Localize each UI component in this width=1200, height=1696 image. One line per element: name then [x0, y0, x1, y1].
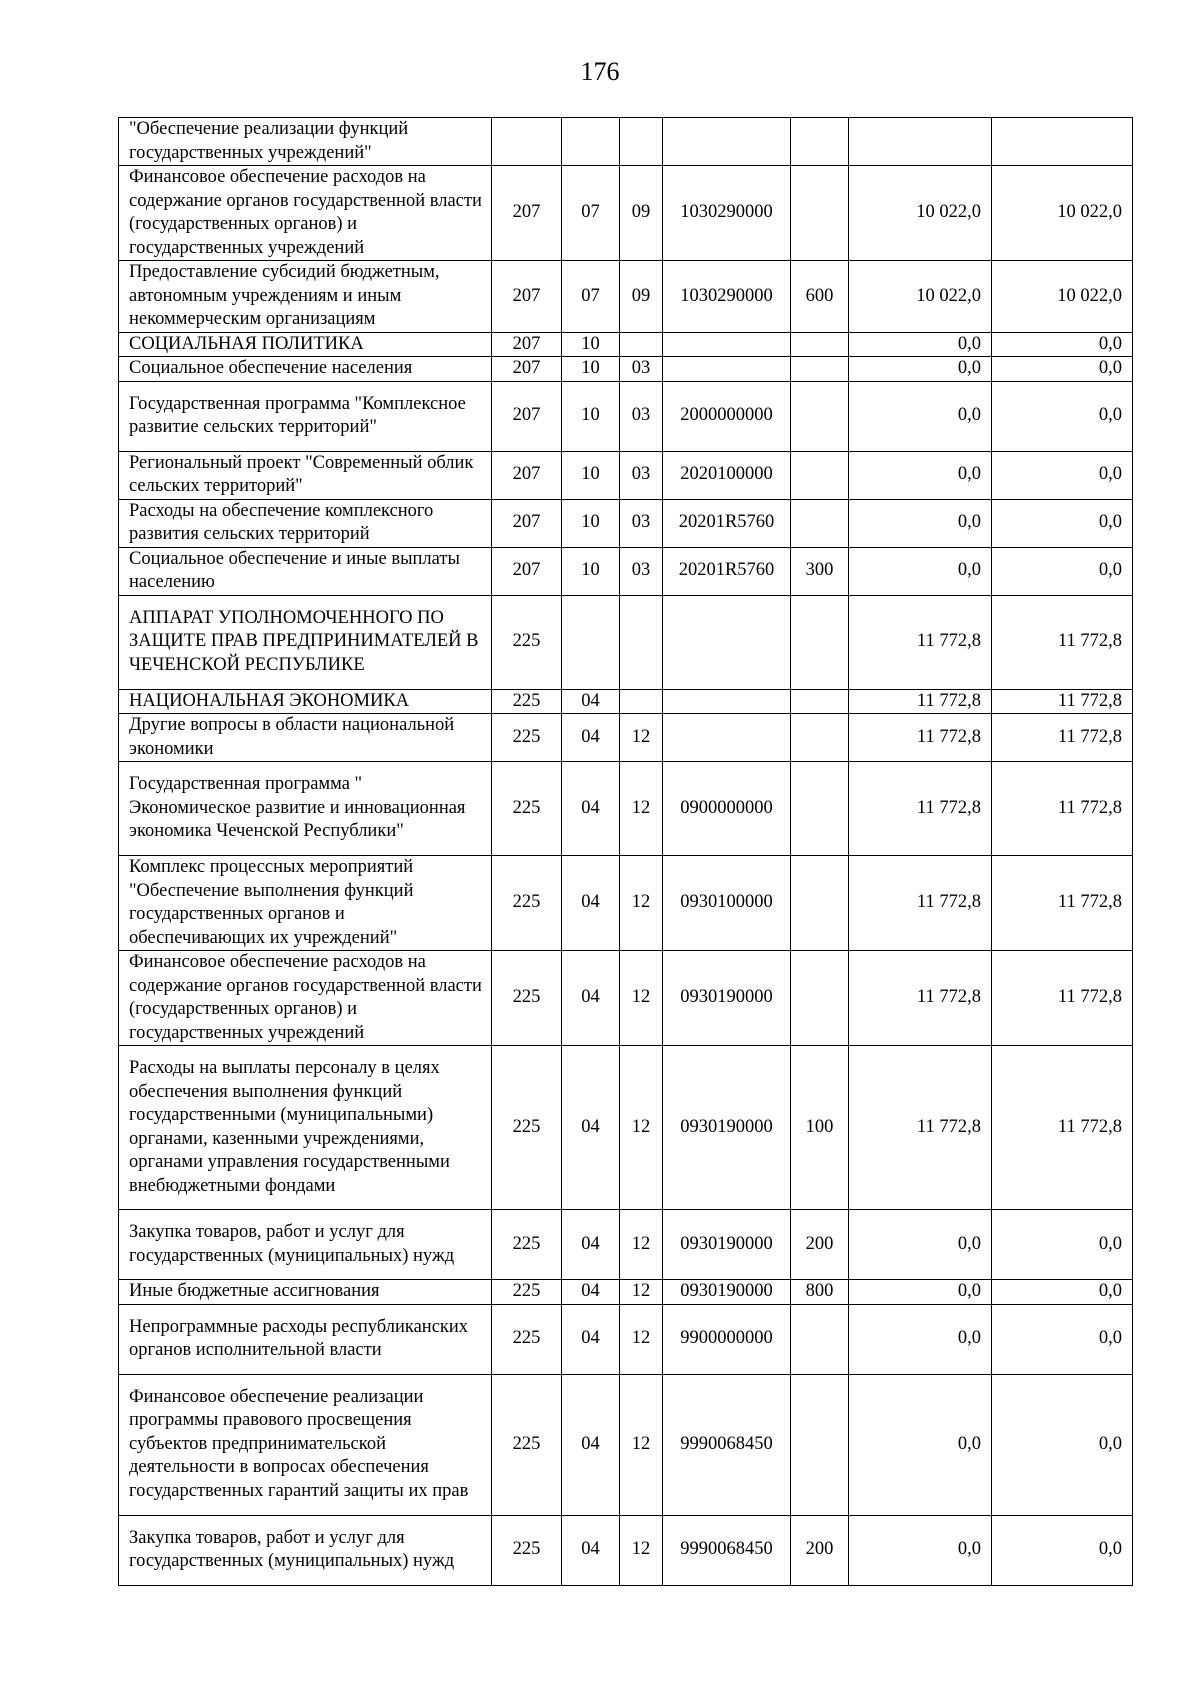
row-target-code: 9990068450	[663, 1374, 791, 1515]
row-sum-year-2: 0,0	[992, 547, 1133, 595]
row-name: Расходы на выплаты персоналу в целях обеспечения выполнения функций государственными (муниципальными) органами, казенными учреждениями, органами управления государственными внебюджетными фондами	[119, 1046, 492, 1210]
row-name: Социальное обеспечение населения	[119, 357, 492, 382]
row-expense-type	[791, 332, 849, 357]
row-name: Непрограммные расходы республиканских органов исполнительной власти	[119, 1304, 492, 1374]
row-expense-type	[791, 499, 849, 547]
row-name: Государственная программа " Экономическое развитие и инновационная экономика Чеченской Республики"	[119, 762, 492, 856]
row-sum-year-1: 11 772,8	[849, 951, 992, 1046]
row-subsection-code: 12	[620, 1304, 663, 1374]
row-ministry-code: 207	[492, 451, 562, 499]
table-row	[119, 762, 1133, 856]
row-expense-type: 100	[791, 1046, 849, 1210]
row-subsection-code: 03	[620, 451, 663, 499]
row-subsection-code	[620, 332, 663, 357]
row-target-code: 1030290000	[663, 261, 791, 333]
row-sum-year-2: 11 772,8	[992, 595, 1133, 689]
table-row	[119, 499, 1133, 547]
row-target-code: 20201R5760	[663, 499, 791, 547]
row-subsection-code	[620, 689, 663, 714]
row-expense-type: 600	[791, 261, 849, 333]
row-section-code: 04	[562, 714, 620, 762]
row-name: Государственная программа "Комплексное развитие сельских территорий"	[119, 381, 492, 451]
table-row	[119, 381, 1133, 451]
row-target-code	[663, 595, 791, 689]
row-name: СОЦИАЛЬНАЯ ПОЛИТИКА	[119, 332, 492, 357]
row-section-code: 04	[562, 856, 620, 951]
table-row	[119, 547, 1133, 595]
row-subsection-code	[620, 595, 663, 689]
row-subsection-code: 03	[620, 381, 663, 451]
row-name: Закупка товаров, работ и услуг для государственных (муниципальных) нужд	[119, 1210, 492, 1280]
table-row	[119, 1374, 1133, 1515]
row-sum-year-1: 0,0	[849, 499, 992, 547]
row-expense-type	[791, 595, 849, 689]
row-section-code: 10	[562, 332, 620, 357]
row-sum-year-2: 0,0	[992, 499, 1133, 547]
row-sum-year-1: 0,0	[849, 1515, 992, 1585]
row-target-code: 2000000000	[663, 381, 791, 451]
table-row	[119, 261, 1133, 333]
table-row	[119, 595, 1133, 689]
row-name: Расходы на обеспечение комплексного развития сельских территорий	[119, 499, 492, 547]
row-ministry-code: 225	[492, 1280, 562, 1305]
row-name: Финансовое обеспечение расходов на содержание органов государственной власти (государственных органов) и государственных учреждений	[119, 951, 492, 1046]
table-row	[119, 714, 1133, 762]
row-target-code	[663, 332, 791, 357]
row-sum-year-2: 11 772,8	[992, 762, 1133, 856]
table-row	[119, 332, 1133, 357]
row-sum-year-1: 0,0	[849, 381, 992, 451]
row-expense-type	[791, 951, 849, 1046]
row-section-code: 04	[562, 1515, 620, 1585]
row-ministry-code: 225	[492, 951, 562, 1046]
row-target-code: 0930190000	[663, 1210, 791, 1280]
row-name: Региональный проект "Современный облик сельских территорий"	[119, 451, 492, 499]
row-sum-year-2: 11 772,8	[992, 714, 1133, 762]
budget-table	[118, 117, 1133, 1586]
row-expense-type	[791, 166, 849, 261]
row-section-code: 10	[562, 451, 620, 499]
row-sum-year-1: 0,0	[849, 1210, 992, 1280]
row-subsection-code: 12	[620, 1046, 663, 1210]
row-ministry-code: 225	[492, 1046, 562, 1210]
row-ministry-code: 207	[492, 547, 562, 595]
row-target-code	[663, 714, 791, 762]
row-subsection-code: 12	[620, 1210, 663, 1280]
row-section-code: 04	[562, 1280, 620, 1305]
row-expense-type	[791, 689, 849, 714]
row-ministry-code: 225	[492, 1374, 562, 1515]
row-sum-year-2: 0,0	[992, 332, 1133, 357]
row-name: Комплекс процессных мероприятий "Обеспечение выполнения функций государственных органов и обеспечивающих их учреждений"	[119, 856, 492, 951]
row-expense-type	[791, 357, 849, 382]
row-sum-year-2: 0,0	[992, 1210, 1133, 1280]
budget-table-body	[119, 118, 1133, 1586]
row-section-code: 07	[562, 166, 620, 261]
row-sum-year-1: 11 772,8	[849, 762, 992, 856]
row-subsection-code: 03	[620, 499, 663, 547]
row-target-code	[663, 357, 791, 382]
row-sum-year-2: 0,0	[992, 357, 1133, 382]
row-sum-year-2: 10 022,0	[992, 166, 1133, 261]
row-section-code: 10	[562, 357, 620, 382]
row-expense-type: 300	[791, 547, 849, 595]
row-expense-type	[791, 451, 849, 499]
page-number: 176	[580, 57, 620, 86]
row-sum-year-2: 11 772,8	[992, 951, 1133, 1046]
row-section-code: 04	[562, 1046, 620, 1210]
row-section-code: 10	[562, 499, 620, 547]
row-sum-year-1: 0,0	[849, 1304, 992, 1374]
row-target-code: 2020100000	[663, 451, 791, 499]
row-ministry-code: 225	[492, 856, 562, 951]
row-sum-year-2	[992, 118, 1133, 166]
row-subsection-code	[620, 118, 663, 166]
row-expense-type	[791, 714, 849, 762]
row-ministry-code: 225	[492, 595, 562, 689]
row-expense-type	[791, 762, 849, 856]
row-target-code: 9990068450	[663, 1515, 791, 1585]
row-ministry-code: 207	[492, 381, 562, 451]
row-subsection-code: 12	[620, 714, 663, 762]
row-section-code: 04	[562, 1210, 620, 1280]
row-ministry-code: 207	[492, 261, 562, 333]
row-sum-year-2: 0,0	[992, 1515, 1133, 1585]
row-subsection-code: 12	[620, 1515, 663, 1585]
table-row	[119, 1280, 1133, 1305]
row-expense-type: 800	[791, 1280, 849, 1305]
row-expense-type	[791, 1304, 849, 1374]
row-name: Закупка товаров, работ и услуг для государственных (муниципальных) нужд	[119, 1515, 492, 1585]
table-row	[119, 357, 1133, 382]
row-name: "Обеспечение реализации функций государственных учреждений"	[119, 118, 492, 166]
row-section-code: 04	[562, 689, 620, 714]
row-section-code: 07	[562, 261, 620, 333]
row-expense-type	[791, 118, 849, 166]
row-ministry-code: 225	[492, 714, 562, 762]
row-name: НАЦИОНАЛЬНАЯ ЭКОНОМИКА	[119, 689, 492, 714]
table-row	[119, 689, 1133, 714]
row-name: Социальное обеспечение и иные выплаты населению	[119, 547, 492, 595]
table-row	[119, 856, 1133, 951]
row-subsection-code: 12	[620, 762, 663, 856]
row-sum-year-1: 11 772,8	[849, 714, 992, 762]
row-expense-type: 200	[791, 1210, 849, 1280]
row-target-code: 0900000000	[663, 762, 791, 856]
table-row	[119, 451, 1133, 499]
row-ministry-code: 225	[492, 689, 562, 714]
row-subsection-code: 12	[620, 1280, 663, 1305]
row-section-code: 04	[562, 1374, 620, 1515]
row-sum-year-1: 0,0	[849, 357, 992, 382]
row-name: Иные бюджетные ассигнования	[119, 1280, 492, 1305]
row-sum-year-1: 11 772,8	[849, 856, 992, 951]
row-target-code: 0930190000	[663, 1280, 791, 1305]
row-ministry-code: 207	[492, 332, 562, 357]
row-section-code: 04	[562, 1304, 620, 1374]
row-section-code: 10	[562, 381, 620, 451]
row-sum-year-1: 0,0	[849, 451, 992, 499]
row-expense-type: 200	[791, 1515, 849, 1585]
row-sum-year-1: 10 022,0	[849, 261, 992, 333]
row-sum-year-1: 0,0	[849, 332, 992, 357]
row-sum-year-1: 11 772,8	[849, 689, 992, 714]
row-expense-type	[791, 1374, 849, 1515]
row-sum-year-1: 0,0	[849, 1374, 992, 1515]
row-sum-year-2: 11 772,8	[992, 856, 1133, 951]
row-subsection-code: 09	[620, 166, 663, 261]
table-row	[119, 1210, 1133, 1280]
row-subsection-code: 03	[620, 547, 663, 595]
row-sum-year-1	[849, 118, 992, 166]
row-target-code: 20201R5760	[663, 547, 791, 595]
row-subsection-code: 12	[620, 856, 663, 951]
row-target-code: 0930190000	[663, 951, 791, 1046]
row-subsection-code: 12	[620, 1374, 663, 1515]
row-target-code: 0930190000	[663, 1046, 791, 1210]
row-ministry-code	[492, 118, 562, 166]
row-target-code: 9900000000	[663, 1304, 791, 1374]
row-target-code: 0930100000	[663, 856, 791, 951]
row-sum-year-1: 0,0	[849, 1280, 992, 1305]
table-row	[119, 1304, 1133, 1374]
row-name: Предоставление субсидий бюджетным, автономным учреждениям и иным некоммерческим организациям	[119, 261, 492, 333]
row-target-code	[663, 118, 791, 166]
row-ministry-code: 207	[492, 357, 562, 382]
row-expense-type	[791, 381, 849, 451]
row-sum-year-2: 0,0	[992, 1374, 1133, 1515]
row-target-code	[663, 689, 791, 714]
row-name: Другие вопросы в области национальной экономики	[119, 714, 492, 762]
row-subsection-code: 03	[620, 357, 663, 382]
row-sum-year-1: 11 772,8	[849, 1046, 992, 1210]
row-sum-year-1: 10 022,0	[849, 166, 992, 261]
table-row	[119, 951, 1133, 1046]
row-name: АППАРАТ УПОЛНОМОЧЕННОГО ПО ЗАЩИТЕ ПРАВ ПРЕДПРИНИМАТЕЛЕЙ В ЧЕЧЕНСКОЙ РЕСПУБЛИКЕ	[119, 595, 492, 689]
row-subsection-code: 09	[620, 261, 663, 333]
row-expense-type	[791, 856, 849, 951]
row-section-code: 04	[562, 762, 620, 856]
row-name: Финансовое обеспечение расходов на содержание органов государственной власти (государственных органов) и государственных учреждений	[119, 166, 492, 261]
row-sum-year-2: 0,0	[992, 1280, 1133, 1305]
row-ministry-code: 207	[492, 499, 562, 547]
row-sum-year-2: 10 022,0	[992, 261, 1133, 333]
row-section-code	[562, 595, 620, 689]
row-name: Финансовое обеспечение реализации программы правового просвещения субъектов предпринимательской деятельности в вопросах обеспечения государственных гарантий защиты их прав	[119, 1374, 492, 1515]
row-sum-year-1: 11 772,8	[849, 595, 992, 689]
row-section-code: 04	[562, 951, 620, 1046]
row-sum-year-1: 0,0	[849, 547, 992, 595]
table-row	[119, 118, 1133, 166]
row-ministry-code: 225	[492, 1304, 562, 1374]
row-subsection-code: 12	[620, 951, 663, 1046]
row-target-code: 1030290000	[663, 166, 791, 261]
table-row	[119, 1515, 1133, 1585]
row-sum-year-2: 11 772,8	[992, 1046, 1133, 1210]
row-sum-year-2: 0,0	[992, 1304, 1133, 1374]
row-ministry-code: 225	[492, 762, 562, 856]
row-sum-year-2: 11 772,8	[992, 689, 1133, 714]
row-section-code	[562, 118, 620, 166]
row-ministry-code: 207	[492, 166, 562, 261]
row-section-code: 10	[562, 547, 620, 595]
row-ministry-code: 225	[492, 1515, 562, 1585]
row-ministry-code: 225	[492, 1210, 562, 1280]
table-row	[119, 166, 1133, 261]
row-sum-year-2: 0,0	[992, 381, 1133, 451]
table-row	[119, 1046, 1133, 1210]
row-sum-year-2: 0,0	[992, 451, 1133, 499]
